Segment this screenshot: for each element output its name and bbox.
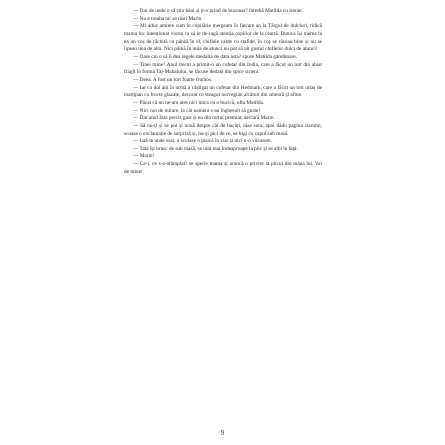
paragraph: — Mi-aduc aminte cum în copilărie mergeam în fiecare an la Târgul de dulciuri, ridică mama loc intenționat vocea ca să le de-ragă atenția copiilor de la ceartă. Bunica își merea la ea un coș de răchită cu pânză în el, chiflele calde cu stafide, în coș se răceau bine și nu se lipeau una de alta. Nici pâină în nuia de atunci nu pot să uit gustul chiflelor dulci de atunci! (124, 23, 322, 53)
paragraph: — Să nu-ți și se pui și nouă despre cât de bucăți, râse sora, apoi dădu pagina ziarului, scoase o exclamație de surpriză și, nu-și pici de ce, se bigi cu capul sub masă. (124, 122, 322, 137)
paragraph: — Nu e treaba ta! se răsti Marin. (133, 15, 203, 22)
page-number: 9 (220, 429, 225, 437)
paragraph: — Oare cui o să îi dea regele medalia de data asta? spuse Matilda gânditoare. (133, 53, 297, 60)
paragraph: — Deea. A fost un tort foarte frumos. (133, 76, 213, 83)
paragraph: — Nici noi de mirare, la cât oameni s-au înghesuit să guste! (133, 107, 261, 114)
paragraph: — Păcat că nu ne-am ales nici mica cu o bucică, ofta Matilda. (133, 99, 265, 106)
paragraph: — Tata își brusc de sub masă, se uită mai îndeaproape la plic și se albi la față: (133, 145, 298, 152)
paragraph: — Ce-i, ce s-a-ntâmplat? se sperie mama și aruncă o privire la plicul din mâna lui. Vai de mine! (124, 161, 322, 175)
paragraph: — Dar anul ăsta precis gust și eu din tortul premiat, declară Marin. (133, 115, 275, 122)
paragraph: — Iar cu doi ani în urmă a câștigat un cofetar din Hedmark, care a făcut un tort uriaș de marțipan cu fructe glazate, decorat cu steagul norvegian alcătuit din smeură și afine. (124, 84, 322, 99)
paragraph: — Tinei mine? Anul trecut a primit-o un cofetar din India, care a făcut un tort din aluat fragil în formă Taj-Mahalului, se făcuse dedată din spice sirieni. (124, 61, 322, 76)
paragraph: — Marin! (133, 153, 155, 160)
paragraph: — Iată-te unde erai, o sculase o pisică în ziar și nici n-o văzusem. (133, 138, 272, 145)
page-body (124, 8, 322, 176)
paragraph: — Dar de unde o să știu băni și ți-o prind de buzunar? întrebă Matilda cu ironie. (133, 8, 303, 14)
